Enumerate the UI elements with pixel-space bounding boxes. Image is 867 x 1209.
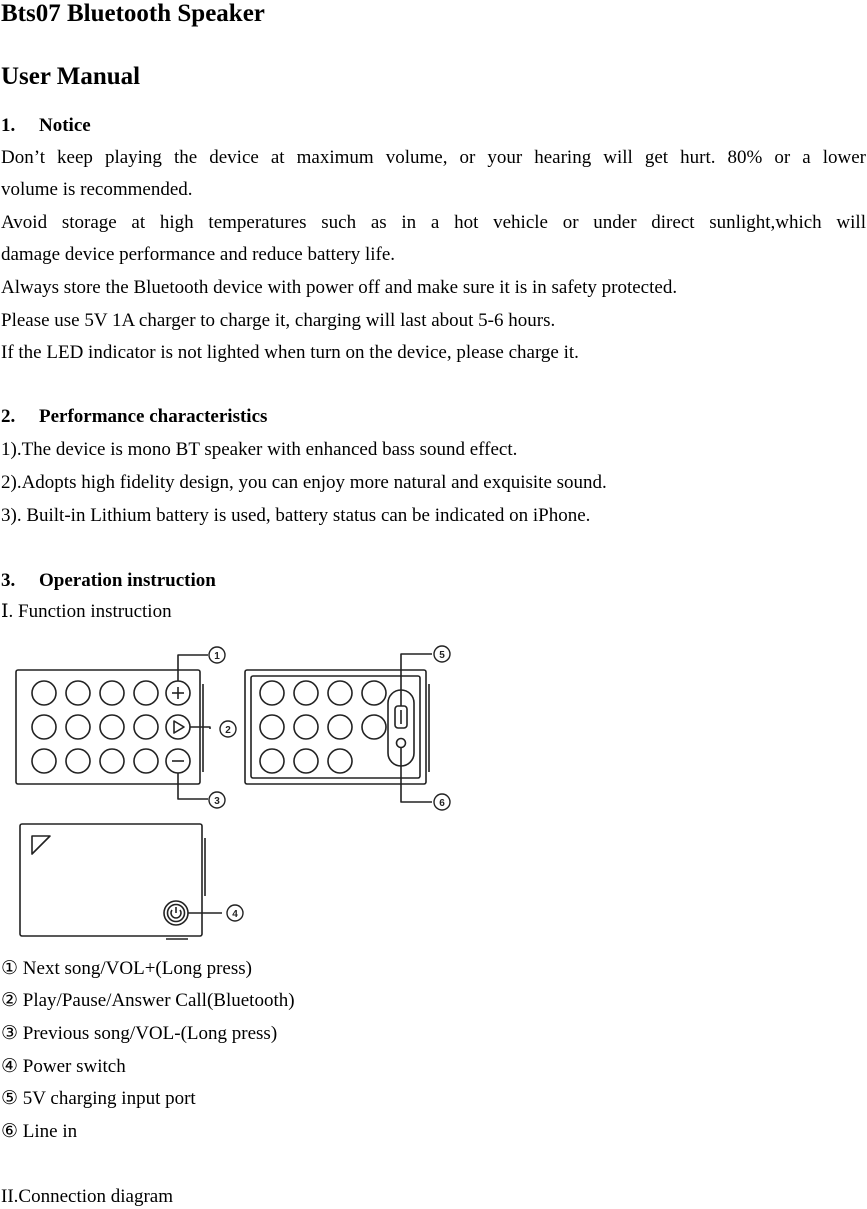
function-instruction-heading: Ⅰ. Function instruction — [1, 601, 172, 622]
callout-2-label: 2 — [225, 725, 231, 736]
notice-line-2: volume is recommended. — [1, 179, 193, 200]
callout-3-label: 3 — [214, 796, 220, 807]
legend-item-5: ⑤ 5V charging input port — [1, 1088, 196, 1109]
performance-number: 2. — [1, 406, 16, 427]
notice-line-3: Avoid storage at high temperatures such as in a hot vehicle or under direct sunlight,which will — [1, 212, 866, 233]
connection-diagram-heading: II.Connection diagram — [1, 1186, 174, 1207]
operation-number: 3. — [1, 570, 16, 591]
callout-5-label: 5 — [439, 650, 445, 661]
performance-line-1: 1).The device is mono BT speaker with enhanced bass sound effect. — [1, 439, 518, 460]
notice-line-1: Don’t keep playing the device at maximum volume, or your hearing will get hurt. 80% or a lower — [1, 147, 866, 168]
performance-line-3: 3). Built-in Lithium battery is used, battery status can be indicated on iPhone. — [1, 505, 591, 526]
minus-button-icon — [166, 749, 190, 773]
legend-item-4: ④ Power switch — [1, 1056, 126, 1077]
function-diagram — [0, 636, 470, 948]
legend-item-6: ⑥ Line in — [1, 1121, 78, 1142]
speaker-front-view — [16, 670, 203, 784]
notice-line-5: Always store the Bluetooth device with power off and make sure it is in safety protected. — [1, 277, 678, 298]
plus-button-icon — [166, 681, 190, 705]
document-title: Bts07 Bluetooth Speaker — [1, 0, 265, 27]
performance-line-2: 2).Adopts high fidelity design, you can enjoy more natural and exquisite sound. — [1, 472, 607, 493]
notice-heading-text: Notice — [39, 115, 91, 136]
performance-heading — [1, 406, 267, 428]
notice-line-6: Please use 5V 1A charger to charge it, charging will last about 5-6 hours. — [1, 310, 556, 331]
notice-line-4: damage device performance and reduce battery life. — [1, 244, 396, 265]
callout-1-label: 1 — [214, 651, 220, 662]
operation-heading-text: Operation instruction — [39, 570, 216, 591]
callout-4-label: 4 — [232, 909, 238, 920]
legend-item-2: ② Play/Pause/Answer Call(Bluetooth) — [1, 990, 295, 1011]
operation-heading — [1, 570, 216, 592]
back-grille — [260, 681, 386, 773]
play-button-icon — [166, 715, 190, 739]
legend-item-1: ① Next song/VOL+(Long press) — [1, 958, 252, 979]
front-grille — [32, 681, 158, 773]
power-button-icon — [164, 901, 188, 925]
performance-heading-text: Performance characteristics — [39, 406, 268, 427]
notice-number: 1. — [1, 115, 16, 136]
legend-item-3: ③ Previous song/VOL-(Long press) — [1, 1023, 278, 1044]
document-subtitle: User Manual — [1, 63, 141, 90]
notice-heading — [1, 115, 91, 137]
notice-line-7: If the LED indicator is not lighted when turn on the device, please charge it. — [1, 342, 579, 363]
callout-6-label: 6 — [439, 798, 445, 809]
